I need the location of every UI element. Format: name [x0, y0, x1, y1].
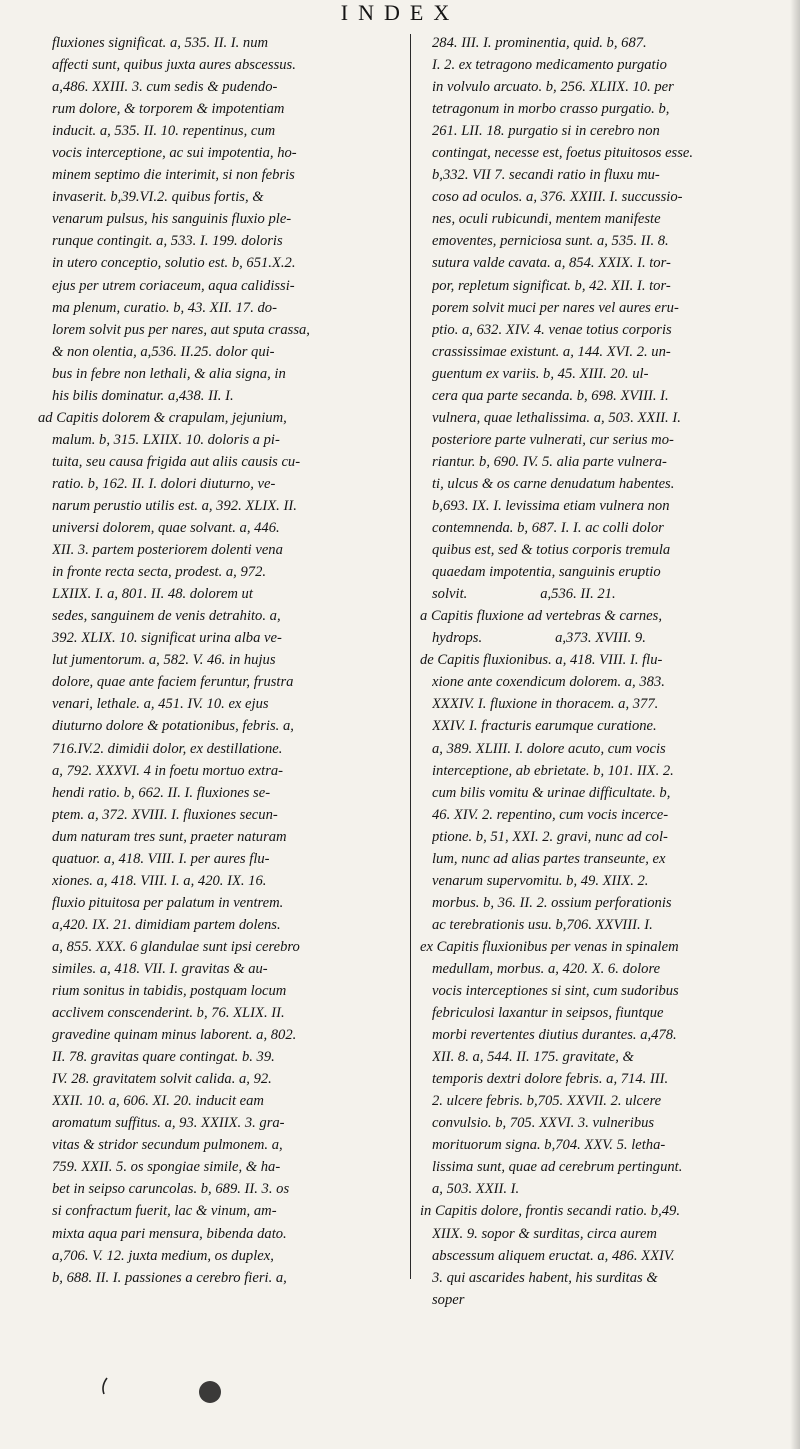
index-line: convulsio. b, 705. XXVI. 3. vulneribus [432, 1115, 655, 1132]
index-line: similes. a, 418. VII. I. gravitas & au- [52, 960, 268, 977]
index-line: emoventes, perniciosa sunt. a, 535. II. 8. [432, 233, 669, 250]
index-line: a,706. V. 12. juxta medium, os duplex, [52, 1247, 274, 1264]
index-line: ejus per utrem coriaceum, aqua calidissi- [52, 277, 295, 294]
index-line: fluxiones significat. a, 535. II. I. num [52, 35, 269, 51]
index-line: tuita, seu causa frigida aut aliis causis cu- [52, 453, 301, 470]
index-line: morituorum signa. b,704. XXV. 5. letha- [432, 1137, 666, 1154]
index-line: posteriore parte vulnerati, cur serius mo- [432, 431, 674, 448]
index-line: ti, ulcus & os carne denudatum habentes. [432, 475, 675, 492]
index-line: cera qua parte secanda. b, 698. XVIII. I. [432, 387, 669, 404]
index-line: ac terebrationis usu. b,706. XXVIII. I. [432, 916, 653, 933]
index-line: rum dolore, & torporem & impotentiam [52, 101, 285, 118]
index-line: quatuor. a, 418. VIII. I. per aures flu- [52, 850, 270, 867]
index-line: 261. LII. 18. purgatio si in cerebro non [432, 123, 660, 140]
index-line: tetragonum in morbo crasso purgatio. b, [432, 101, 670, 118]
index-line: b,693. IX. I. levissima etiam vulnera non [432, 497, 670, 514]
index-line: XXXIV. I. fluxione in thoracem. a, 377. [432, 696, 659, 713]
index-line: porem solvit muci per nares vel aures eru- [432, 299, 679, 316]
index-line: hydrops. a,373. XVIII. 9. [432, 630, 646, 647]
index-line: 392. XLIX. 10. significat urina alba ve- [52, 630, 282, 647]
index-line: I. 2. ex tetragono medicamento purgatio [432, 57, 667, 74]
index-line: hendi ratio. b, 662. II. I. fluxiones se- [52, 784, 271, 801]
index-line: diuturno dolore & potationibus, febris. a, [52, 718, 294, 735]
index-line: abscessum aliquem eructat. a, 486. XXIV. [432, 1247, 675, 1264]
index-line: narum perustio utilis est. a, 392. XLIX. II. [52, 497, 297, 514]
index-line: contemnenda. b, 687. I. I. ac colli dolor [432, 520, 664, 537]
index-line: lissima sunt, quae ad cerebrum pertingunt. [432, 1159, 683, 1176]
index-line: interceptione, ab ebrietate. b, 101. IIX. 2. [432, 762, 674, 779]
index-line: a, 503. XXII. I. [432, 1181, 520, 1198]
index-line: XII. 3. partem posteriorem dolenti vena [52, 542, 283, 559]
index-line: & non olentia, a,536. II.25. dolor qui- [52, 343, 275, 360]
index-line: IV. 28. gravitatem solvit calida. a, 92. [52, 1071, 272, 1088]
index-line: ad Capitis dolorem & crapulam, jejunium, [38, 409, 287, 426]
index-line: minem septimo die interimit, si non febris [52, 167, 295, 184]
index-line: mixta aqua pari mensura, bibenda dato. [52, 1225, 287, 1242]
index-line: solvit. a,536. II. 21. [432, 586, 616, 603]
index-line: gravedine quinam minus laborent. a, 802. [52, 1027, 297, 1044]
index-line: universi dolorem, quae solvant. a, 446. [52, 520, 280, 537]
index-line: rium sonitus in tabidis, postquam locum [52, 983, 287, 1000]
index-line: b, 688. II. I. passiones a cerebro fieri. a, [52, 1269, 287, 1286]
ink-blot [199, 1381, 221, 1403]
index-line: riantur. b, 690. IV. 5. alia parte vulnera- [432, 453, 667, 470]
index-line: ptione. b, 51, XXI. 2. gravi, nunc ad col- [432, 828, 668, 845]
index-line: his bilis dominatur. a,438. II. I. [52, 387, 234, 404]
index-line: lum, nunc ad alias partes transeunte, ex [432, 850, 666, 867]
index-line: por, repletum significat. b, 42. XII. I. tor- [432, 277, 671, 294]
index-line: XIIX. 9. sopor & surditas, circa aurem [432, 1225, 657, 1242]
index-line: LXIIX. I. a, 801. II. 48. dolorem ut [52, 586, 253, 603]
index-line: xione ante coxendicum dolorem. a, 383. [432, 674, 665, 691]
index-line: XII. 8. a, 544. II. 175. gravitate, & [432, 1049, 634, 1066]
index-line: invaserit. b,39.VI.2. quibus fortis, & [52, 189, 264, 206]
index-line: vulnera, quae lethalissima. a, 503. XXII. I. [432, 409, 681, 426]
index-line: ptio. a, 632. XIV. 4. venae totius corporis [432, 321, 672, 338]
index-line: morbi revertentes diutius durantes. a,478. [432, 1027, 677, 1044]
index-line: 759. XXII. 5. os spongiae simile, & ha- [52, 1159, 281, 1176]
index-line: a, 855. XXX. 6 glandulae sunt ipsi cerebro [52, 938, 300, 955]
index-line: malum. b, 315. LXIIX. 10. doloris a pi- [52, 431, 280, 448]
index-line: cum bilis vomitu & urinae difficultate. b, [432, 784, 671, 801]
index-line: morbus. b, 36. II. 2. ossium perforationis [432, 894, 672, 911]
right-column [420, 32, 770, 1311]
index-line: 46. XIV. 2. repentino, cum vocis incerce- [432, 806, 669, 823]
index-line: in Capitis dolore, frontis secandi ratio. b,49. [420, 1203, 680, 1220]
index-line: bus in febre non lethali, & alia signa, in [52, 365, 286, 382]
index-line: bet in seipso caruncolas. b, 689. II. 3. os [52, 1181, 290, 1198]
index-line: b,332. VII 7. secandi ratio in fluxu mu- [432, 167, 660, 184]
index-line: venarum pulsus, his sanguinis fluxio ple- [52, 211, 292, 228]
index-line: vocis interceptione, ac sui impotentia, ho- [52, 145, 297, 162]
index-line: vitas & stridor secundum pulmonem. a, [52, 1137, 283, 1154]
index-line: temporis dextri dolore febris. a, 714. III. [432, 1071, 669, 1088]
index-line: contingat, necesse est, foetus pituitosos esse. [432, 145, 694, 162]
index-line: II. 78. gravitas quare contingat. b. 39. [52, 1049, 275, 1066]
index-line: ma plenum, curatio. b, 43. XII. 17. do- [52, 299, 277, 316]
index-line: in fronte recta secta, prodest. a, 972. [52, 564, 267, 581]
index-line: febriculosi laxantur in seipsos, fiuntque [432, 1005, 664, 1022]
index-line: lut jumentorum. a, 582. V. 46. in hujus [52, 652, 276, 669]
index-line: aromatum suffitus. a, 93. XXIIX. 3. gra- [52, 1115, 285, 1132]
index-line: a,420. IX. 21. dimidiam partem dolens. [52, 916, 281, 933]
running-header: INDEX [340, 0, 460, 25]
index-line: XXII. 10. a, 606. XI. 20. inducit eam [52, 1093, 264, 1110]
index-line: sutura valde cavata. a, 854. XXIX. I. tor- [432, 255, 671, 272]
index-line: crassissimae existunt. a, 144. XVI. 2. un- [432, 343, 671, 360]
index-line: 2. ulcere febris. b,705. XXVII. 2. ulcere [432, 1093, 662, 1110]
index-line: sedes, sanguinem de venis detrahito. a, [52, 608, 281, 625]
index-line: nes, oculi rubicundi, mentem manifeste [432, 211, 661, 228]
column-divider [410, 34, 411, 1279]
index-line: coso ad oculos. a, 376. XXIII. I. succussio- [432, 189, 683, 206]
index-line: acclivem conscenderint. b, 76. XLIX. II. [52, 1005, 285, 1022]
index-line: de Capitis fluxionibus. a, 418. VIII. I. flu- [420, 652, 663, 669]
index-line: guentum ex variis. b, 45. XIII. 20. ul- [432, 365, 649, 382]
index-line: 284. III. I. prominentia, quid. b, 687. [432, 35, 647, 51]
index-line: a, 792. XXXVI. 4 in foetu mortuo extra- [52, 762, 284, 779]
index-line: quaedam impotentia, sanguinis eruptio [432, 564, 661, 581]
index-line: ex Capitis fluxionibus per venas in spinalem [420, 938, 679, 955]
pen-mark [103, 1378, 107, 1394]
index-line: ptem. a, 372. XVIII. I. fluxiones secun- [52, 806, 278, 823]
index-line: a Capitis fluxione ad vertebras & carnes, [420, 608, 662, 625]
index-line: dolore, quae ante faciem feruntur, frustra [52, 674, 294, 691]
index-line: medullam, morbus. a, 420. X. 6. dolore [432, 960, 661, 977]
index-line: affecti sunt, quibus juxta aures abscessus. [52, 57, 296, 74]
index-line: venarum supervomitu. b, 49. XIIX. 2. [432, 872, 649, 889]
index-line: soper [432, 1291, 465, 1308]
index-line: a,486. XXIII. 3. cum sedis & pudendo- [52, 79, 278, 96]
index-line: in utero conceptio, solutio est. b, 651.X.2. [52, 255, 296, 272]
index-line: lorem solvit pus per nares, aut sputa crassa, [52, 321, 310, 338]
index-line: venari, lethale. a, 451. IV. 10. ex ejus [52, 696, 269, 713]
index-line: in volvulo arcuato. b, 256. XLIIX. 10. per [432, 79, 674, 96]
index-line: 3. qui ascarides habent, his surditas & [432, 1269, 658, 1286]
page-edge-shadow [790, 0, 800, 1449]
index-line: quibus est, sed & totius corporis tremula [432, 542, 671, 559]
index-line: inducit. a, 535. II. 10. repentinus, cum [52, 123, 276, 140]
index-line: vocis interceptiones si sint, cum sudoribus [432, 983, 679, 1000]
index-line: si confractum fuerit, lac & vinum, am- [52, 1203, 277, 1220]
index-line: XXIV. I. fracturis earumque curatione. [432, 718, 657, 735]
left-column [38, 32, 404, 1289]
index-line: a, 389. XLIII. I. dolore acuto, cum vocis [432, 740, 666, 757]
index-line: dum naturam tres sunt, praeter naturam [52, 828, 287, 845]
index-line: xiones. a, 418. VIII. I. a, 420. IX. 16. [52, 872, 267, 889]
index-line: fluxio pituitosa per palatum in ventrem. [52, 894, 284, 911]
index-line: ratio. b, 162. II. I. dolori diuturno, ve- [52, 475, 276, 492]
index-line: runque contingit. a, 533. I. 199. doloris [52, 233, 283, 250]
index-line: 716.IV.2. dimidii dolor, ex destillatione. [52, 740, 283, 757]
